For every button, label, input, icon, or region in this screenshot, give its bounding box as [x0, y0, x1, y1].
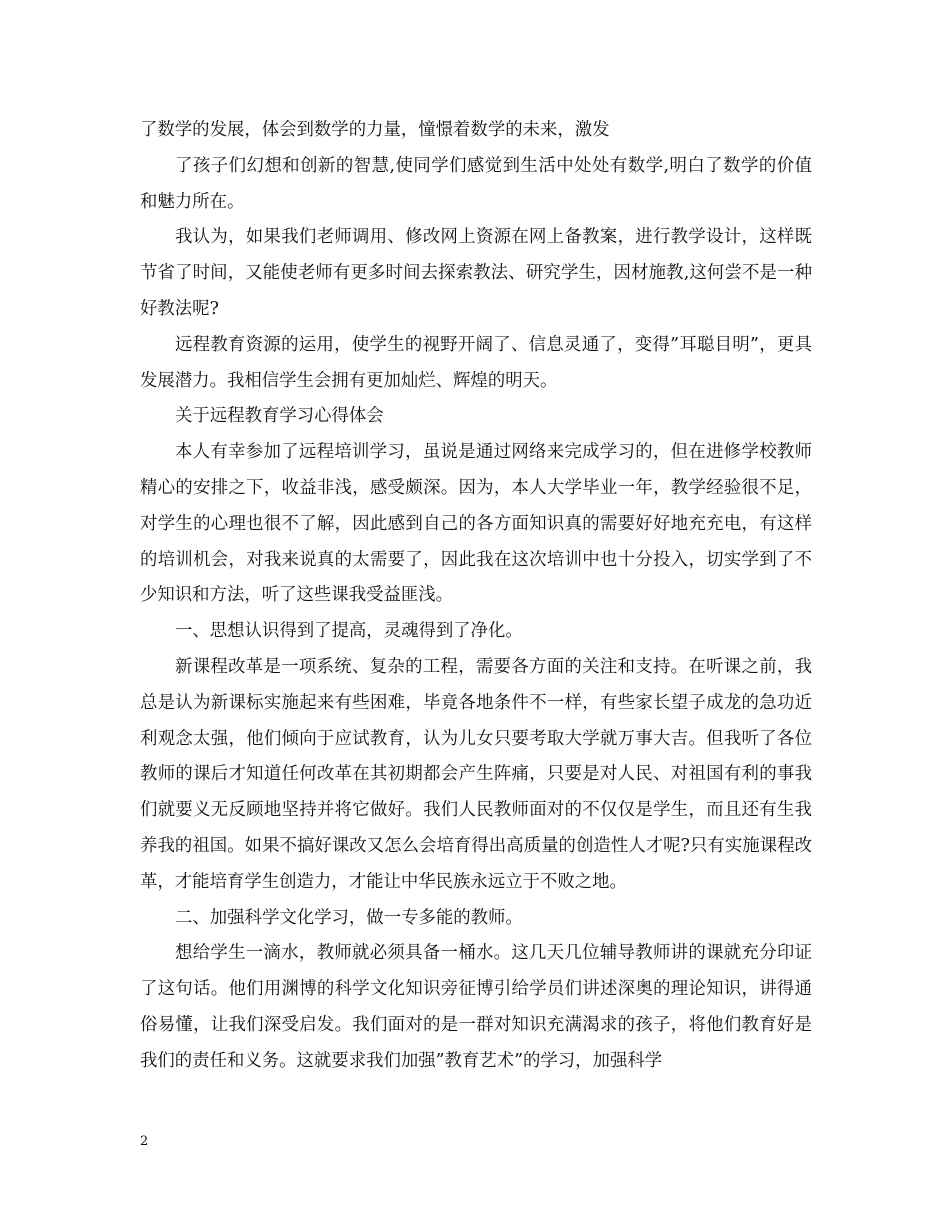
- heading-1: 一、思想认识得到了提高，灵魂得到了净化。: [175, 621, 523, 642]
- paragraph-2: 了孩子们幻想和创新的智慧,使同学们感觉到生活中处处有数学,明白了数学的价值和魅力所在。: [140, 155, 812, 212]
- section-title: 关于远程教育学习心得体会: [175, 406, 384, 427]
- document-body: [140, 113, 812, 1080]
- paragraph-1: 了数学的发展，体会到数学的力量，憧憬着数学的未来，激发: [140, 120, 610, 140]
- paragraph-6: 新课程改革是一项系统、复杂的工程，需要各方面的关注和支持。在听课之前，我总是认为新课标实施起来有些困难，毕竟各地条件不一样，有些家长望子成龙的急功近利观念太强，他们倾向于应试教育，认为儿女只要考取大学就万事大吉。但我听了各位教师的课后才知道任何改革在其初期都会产生阵痛，只要是对人民、对祖国有利的事我们就要义无反顾地坚持并将它做好。我们人民教师面对的不仅仅是学生，而且还有生我养我的祖国。如果不搞好课改又怎么会培育得出高质量的创造性人才呢?只有实施课程改革，才能培育学生创造力，才能让中华民族永远立于不败之地。: [140, 656, 812, 892]
- paragraph-3: 我认为，如果我们老师调用、修改网上资源在网上备教案，进行教学设计，这样既节省了时间，又能使老师有更多时间去探索教法、研究学生，因材施教,这何尝不是一种好教法呢?: [140, 227, 812, 319]
- page-number: 2: [140, 1134, 149, 1149]
- paragraph-4: 远程教育资源的运用，使学生的视野开阔了、信息灵通了，变得”耳聪目明”，更具发展潜力。我相信学生会拥有更加灿烂、辉煌的明天。: [140, 334, 812, 391]
- paragraph-5: 本人有幸参加了远程培训学习，虽说是通过网络来完成学习的，但在进修学校教师精心的安排之下，收益非浅，感受颇深。因为，本人大学毕业一年，教学经验很不足，对学生的心理也很不了解，因此感到自己的各方面知识真的需要好好地充充电，有这样的培训机会，对我来说真的太需要了，因此我在这次培训中也十分投入，切实学到了不少知识和方法，听了这些课我受益匪浅。: [140, 442, 812, 606]
- heading-2: 二、加强科学文化学习，做一专多能的教师。: [175, 907, 523, 928]
- paragraph-7: 想给学生一滴水，教师就必须具备一桶水。这几天几位辅导教师讲的课就充分印证了这句话。他们用渊博的科学文化知识旁征博引给学员们讲述深奥的理论知识，讲得通俗易懂，让我们深受启发。我们面对的是一群对知识充满渴求的孩子，将他们教育好是我们的责任和义务。这就要求我们加强”教育艺术”的学习，加强科学: [140, 943, 812, 1071]
